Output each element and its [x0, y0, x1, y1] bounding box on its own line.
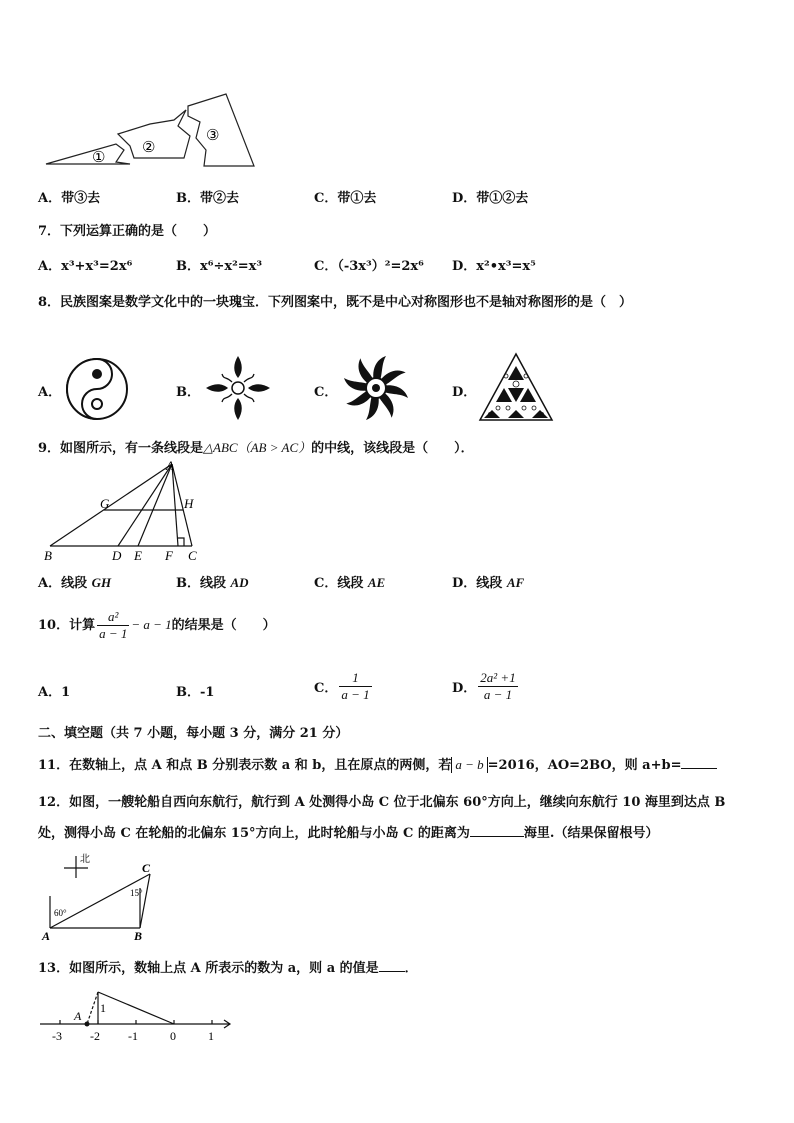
piece-3 — [188, 94, 254, 166]
tick-neg3: -3 — [52, 1029, 62, 1043]
q6-triangle-pieces-figure — [40, 92, 260, 170]
section-2-title: 二、填空题（共 7 小题，每小题 3 分，满分 21 分） — [38, 726, 349, 741]
angle-15-label: 15° — [130, 888, 143, 898]
label-C: C — [188, 548, 197, 563]
piece-3-label: ③ — [206, 128, 220, 144]
height-label: 1 — [100, 1001, 106, 1015]
q7-stem: 7．下列运算正确的是（ ） — [38, 224, 217, 239]
q10-option-b[interactable]: B．-1 — [176, 685, 215, 700]
q12-navigation-figure — [38, 848, 168, 944]
piece-1 — [46, 144, 130, 164]
q8-option-c-label[interactable]: C． — [314, 385, 338, 400]
q8-option-b-label[interactable]: B． — [176, 385, 200, 400]
absolute-value: a − b — [451, 757, 487, 773]
north-label: 北 — [80, 854, 90, 865]
label-D: D — [112, 548, 122, 563]
q10-option-c[interactable]: C． $\frac{1}{a - 1}$ — [314, 670, 370, 702]
q13-number-line-figure — [38, 980, 234, 1046]
q8-option-d-label[interactable]: D． — [452, 385, 477, 400]
angle-60-label: 60° — [54, 908, 67, 918]
q6-option-b[interactable]: B．带②去 — [176, 191, 240, 206]
piece-2-label: ② — [142, 140, 156, 156]
pinwheel-flower-figure[interactable] — [340, 352, 412, 424]
q12-answer-blank[interactable] — [470, 836, 524, 837]
tick-neg2: -2 — [90, 1029, 100, 1043]
q10-fraction: $\frac{\text{a²}}{a - 1}$ — [99, 609, 128, 641]
q13-answer-blank[interactable] — [379, 971, 405, 972]
q6-option-c[interactable]: C．带①去 — [314, 191, 377, 206]
q9-option-b[interactable]: B．线段 AD — [176, 575, 249, 591]
q9-option-a[interactable]: A．线段 GH — [38, 575, 112, 591]
label-A: A — [166, 458, 174, 473]
label-F: F — [165, 548, 173, 563]
label-H: H — [184, 496, 194, 511]
piece-1-label: ① — [92, 150, 106, 166]
q11-stem: 11．在数轴上，点 A 和点 B 分别表示数 a 和 b，且在原点的两侧，若 a − b =2016，AO=2BO，则 a+b= — [38, 754, 717, 773]
tick-0: 0 — [170, 1029, 176, 1043]
q7-option-c[interactable]: C．（-3x³）²=2x⁶ — [314, 259, 424, 274]
tick-neg1: -1 — [128, 1029, 138, 1043]
label-B: B — [44, 548, 52, 563]
q12-stem-line2: 处，测得小岛 C 在轮船的北偏东 15°方向上，此时轮船与小岛 C 的距离为 海里.（结果保留根号） — [38, 826, 659, 841]
label-G: G — [100, 496, 110, 511]
label-A: A — [74, 1009, 82, 1023]
q9-option-d[interactable]: D．线段 AF — [452, 575, 525, 591]
label-C: C — [142, 861, 151, 875]
tick-1: 1 — [208, 1029, 214, 1043]
yin-yang-figure[interactable] — [64, 356, 130, 422]
q7-option-a[interactable]: A．x³+x³=2x⁶ — [38, 259, 133, 274]
q12-stem-line1: 12．如图，一艘轮船自西向东航行，航行到 A 处测得小岛 C 位于北偏东 60°方向上，继续向东航行 10 海里到达点 B — [38, 795, 726, 810]
q9-triangle-figure — [38, 458, 208, 566]
q7-option-b[interactable]: B．x⁶÷x²=x³ — [176, 259, 263, 274]
q10-option-d[interactable]: D． $\frac{\text{2a² +1}}{a - 1}$ — [452, 670, 516, 702]
q10-option-a[interactable]: A．1 — [38, 685, 71, 700]
four-petal-ornament-figure[interactable] — [202, 352, 274, 424]
q9-option-c[interactable]: C．线段 AE — [314, 575, 386, 591]
label-E: E — [134, 548, 142, 563]
q8-stem: 8．民族图案是数学文化中的一块瑰宝．下列图案中，既不是中心对称图形也不是轴对称图形的是（ ） — [38, 295, 633, 310]
q6-option-d[interactable]: D．带①②去 — [452, 191, 529, 206]
q6-option-a[interactable]: A．带③去 — [38, 191, 101, 206]
q9-stem: 9．如图所示，有一条线段是△ABC（AB > AC）的中线，该线段是（ ）． — [38, 440, 474, 456]
q8-option-a-label[interactable]: A． — [38, 385, 62, 400]
q13-stem: 13．如图所示，数轴上点 A 所表示的数为 a，则 a 的值是 ． — [38, 961, 418, 976]
label-B: B — [134, 929, 143, 943]
label-A: A — [42, 929, 51, 943]
q10-stem: 10．计算 $\frac{\text{a²}}{a - 1}$ − a − 1的结果是（ ） — [38, 609, 276, 641]
sierpinski-triangle-figure[interactable] — [478, 352, 554, 422]
q11-answer-blank[interactable] — [681, 768, 717, 769]
q7-option-d[interactable]: D．x²•x³=x⁵ — [452, 259, 536, 274]
